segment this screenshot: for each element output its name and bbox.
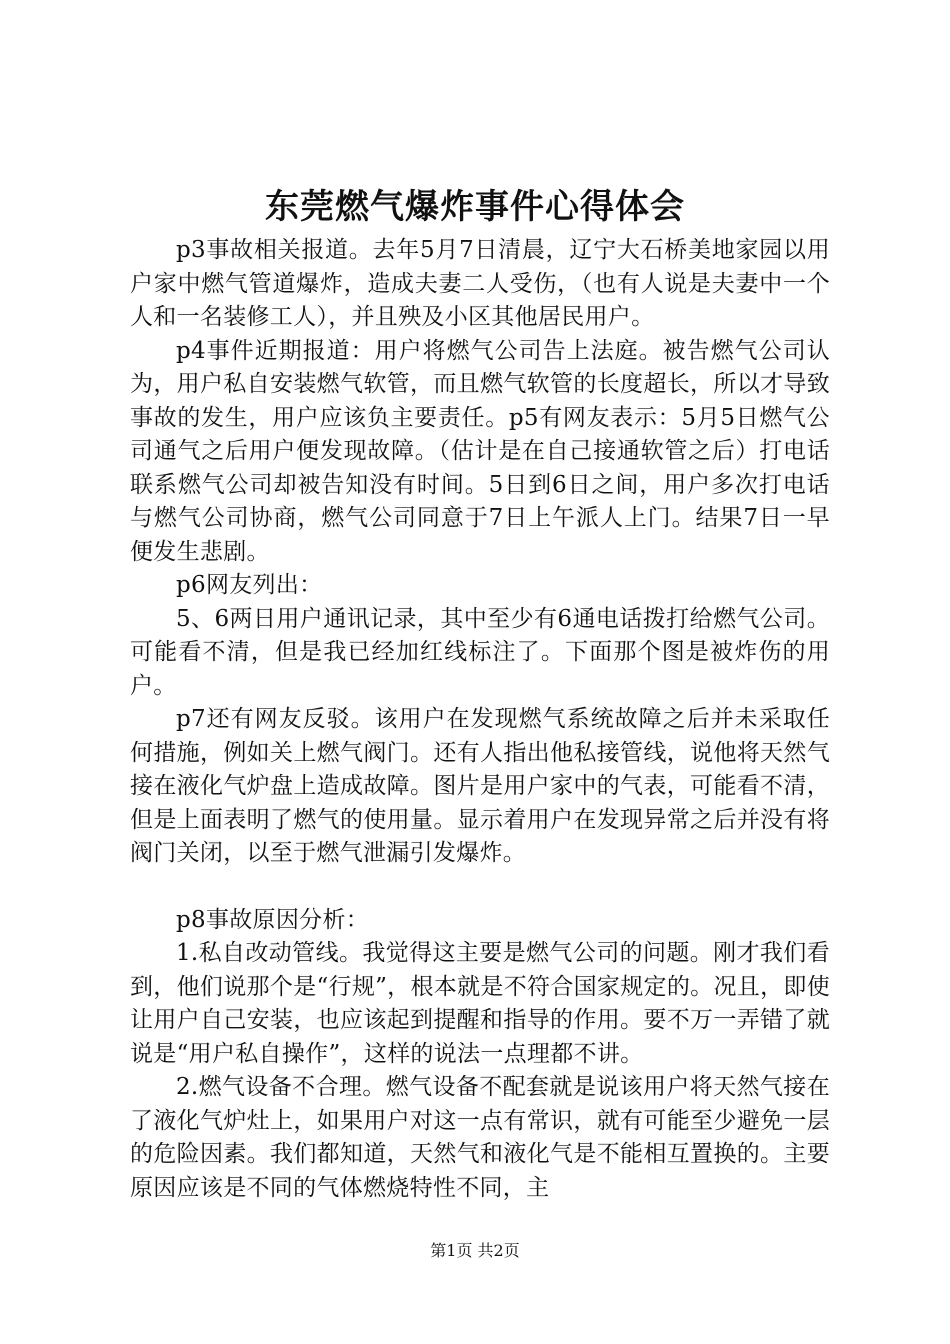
- paragraph-cause-2: 2.燃气设备不合理。燃气设备不配套就是说该用户将天然气接在了液化气炉灶上，如果用户对这一点有常识，就有可能至少避免一层的危险因素。我们都知道，天然气和液化气是不能相互置换的。主要原因应该是不同的气体燃烧特性不同，主: [130, 1074, 830, 1201]
- paragraph-netizen-rebuttal: p7还有网友反驳。该用户在发现燃气系统故障之后并未采取任何措施，例如关上燃气阀门。还有人指出他私接管线，说他将天然气接在液化气炉盘上造成故障。图片是用户家中的气表，可能看不清，但是上面表明了燃气的使用量。显示着用户在发现异常之后并没有将阀门关闭，以至于燃气泄漏引发爆炸。: [130, 706, 830, 866]
- document-title: 东莞燃气爆炸事件心得体会: [265, 187, 685, 227]
- paragraph-cause-1: 1.私自改动管线。我觉得这主要是燃气公司的问题。刚才我们看到，他们说那个是“行规”，根本就是不符合国家规定的。况且，即使让用户自己安装，也应该起到提醒和指导的作用。要不万一弄错了就说是“用户私自操作”，这样的说法一点理都不讲。: [130, 940, 830, 1067]
- paragraph-accident-report: p3事故相关报道。去年5月7日清晨，辽宁大石桥美地家园以用户家中燃气管道爆炸，造成夫妻二人受伤，（也有人说是夫妻中一个人和一名装修工人），并且殃及小区其他居民用户。: [130, 237, 830, 330]
- page-number-footer: 第1页 共2页: [430, 1241, 520, 1260]
- paragraph-cause-analysis-heading: p8事故原因分析：: [176, 906, 370, 933]
- paragraph-netizen-list-heading: p6网友列出：: [176, 572, 323, 598]
- document-body: [130, 234, 830, 1205]
- paragraph-recent-report: p4事件近期报道：用户将燃气公司告上法庭。被告燃气公司认为，用户私自安装燃气软管，而且燃气软管的长度超长，所以才导致事故的发生，用户应该负主要责任。p5有网友表示：5月5日燃气公司通气之后用户便发现故障。（估计是在自己接通软管之后）打电话联系燃气公司却被告知没有时间。5日到6日之间，用户多次打电话与燃气公司协商，燃气公司同意于7日上午派人上门。结果7日一早便发生悲剧。: [130, 337, 830, 565]
- paragraph-call-records: 5、6两日用户通讯记录，其中至少有6通电话拨打给燃气公司。可能看不清，但是我已经加红线标注了。下面那个图是被炸伤的用户。: [130, 605, 830, 699]
